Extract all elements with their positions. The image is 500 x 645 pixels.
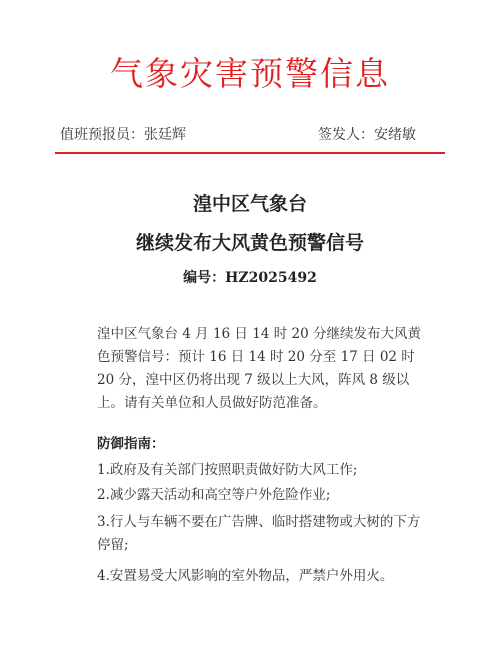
issuer: 签发人：安绪敏 [318,127,416,143]
guide-item-4: 4.安置易受大风影响的室外物品，严禁户外用火。 [97,568,394,584]
document-title-line-2: 继续发布大风黄色预警信号 [135,232,364,254]
guide-item-3: 3.行人与车辆不要在广告牌、临时搭建物或大树的下方停留; [97,514,421,553]
defense-guide-title: 防御指南： [97,436,165,452]
document-number: 编号：HZ2025492 [183,270,317,286]
bulletin-header-title: 气象灾害预警信息 [110,54,390,93]
guide-item-1: 1.政府及有关部门按照职责做好防大风工作; [97,462,358,478]
duty-forecaster: 值班预报员：张廷辉 [60,127,186,143]
header-divider [55,152,445,154]
guide-item-2: 2.减少露天活动和高空等户外危险作业; [97,487,331,503]
document-title-line-1: 湟中区气象台 [192,193,307,215]
warning-paragraph: 湟中区气象台 4 月 16 日 14 时 20 分继续发布大风黄色预警信号：预计 16 日 14 时 20 分至 17 日 02 时 20 分，湟中区仍将出现 7 级以上大风，阵风 8 级以上。请有关单位和人员做好防范准备。 [97,326,421,411]
